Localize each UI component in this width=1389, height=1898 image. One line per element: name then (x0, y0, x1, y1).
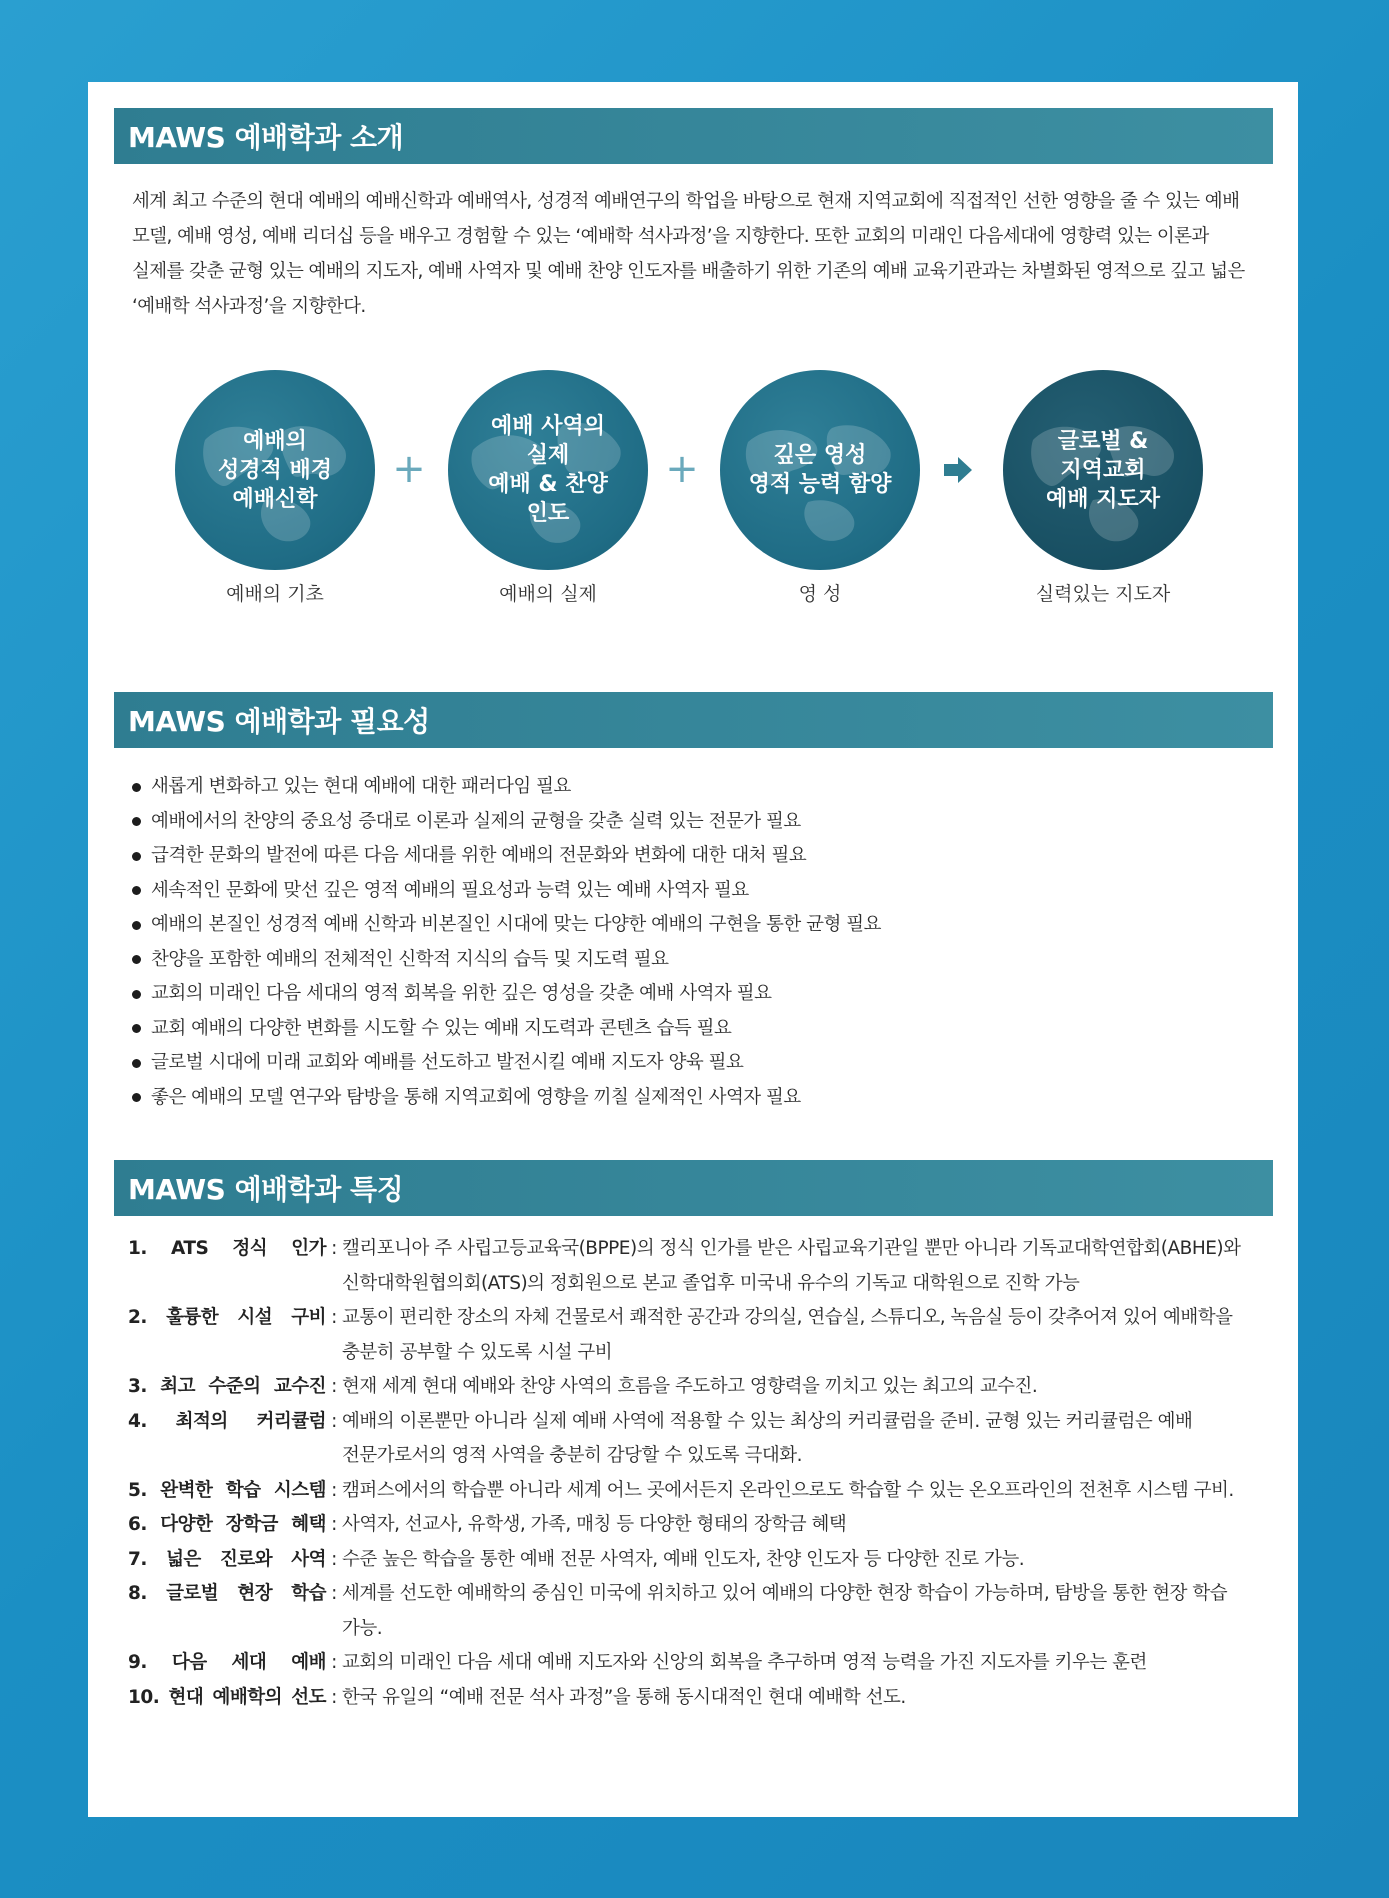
feature-title: 3. 최고 수준의 교수진 (128, 1376, 326, 1397)
feature-colon: : (331, 1652, 337, 1673)
content-page (88, 82, 1298, 1817)
feature-description: 사역자, 선교사, 유학생, 가족, 매칭 등 다양한 형태의 장학금 혜택 (342, 1514, 847, 1535)
list-item (132, 1046, 1272, 1081)
necessity-section-title: MAWS 예배학과 필요성 (114, 692, 1273, 748)
list-item (132, 1012, 1272, 1047)
feature-description: 세계를 선도한 예배학의 중심인 미국에 위치하고 있어 예배의 다양한 현장 학습이 가능하며, 탐방을 통한 현장 학습 가능. (342, 1583, 1228, 1639)
circle-practice (448, 370, 648, 570)
list-item-text: 좋은 예배의 모델 연구와 탐방을 통해 지역교회에 영향을 끼칠 실제적인 사역자 필요 (151, 1086, 801, 1108)
feature-row (128, 1301, 1268, 1370)
list-item (132, 977, 1272, 1012)
feature-row (128, 1646, 1268, 1681)
list-item (132, 1081, 1272, 1116)
features-section-title: MAWS 예배학과 특징 (114, 1160, 1273, 1216)
circle-foundation (175, 370, 375, 570)
feature-colon: : (331, 1479, 337, 1501)
feature-description: 현재 세계 현대 예배와 찬양 사역의 흐름을 주도하고 영향력을 끼치고 있는 최고의 교수진. (342, 1376, 1038, 1397)
feature-description: 교회의 미래인 다음 세대 예배 지도자와 신앙의 회복을 추구하며 영적 능력을 가진 지도자를 키우는 훈련 (342, 1652, 1147, 1673)
list-item-text: 글로벌 시대에 미래 교회와 예배를 선도하고 발전시킬 예배 지도자 양육 필요 (151, 1052, 744, 1073)
bullet-icon (132, 1093, 141, 1102)
list-item (132, 770, 1272, 805)
feature-title: 4. 최적의 커리큘럼 (128, 1410, 326, 1432)
feature-description: 캠퍼스에서의 학습뿐 아니라 세계 어느 곳에서든지 온라인으로도 학습할 수 있는 온오프라인의 전천후 시스템 구비. (342, 1479, 1234, 1501)
circle-foundation-caption: 예배의 기초 (226, 583, 324, 605)
feature-title: 10. 현대 예배학의 선도 (128, 1686, 326, 1708)
feature-description: 한국 유일의 “예배 전문 석사 과정”을 통해 동시대적인 현대 예배학 선도. (342, 1686, 906, 1708)
list-item-text: 예배의 본질인 성경적 예배 신학과 비본질인 시대에 맞는 다양한 예배의 구현을 통한 균형 필요 (151, 914, 882, 935)
feature-row (128, 1474, 1268, 1509)
circle-foundation-text: 예배의 성경적 배경 예배신학 (218, 428, 332, 512)
feature-title: 1. ATS 정식 인가 (128, 1238, 326, 1259)
list-item (132, 908, 1272, 943)
list-item-text: 세속적인 문화에 맞선 깊은 영적 예배의 필요성과 능력 있는 예배 사역자 필요 (151, 879, 749, 901)
necessity-list (132, 770, 1272, 1115)
feature-title: 8. 글로벌 현장 학습 (128, 1583, 326, 1604)
bullet-icon (132, 1024, 141, 1033)
list-item (132, 943, 1272, 978)
arrow-right-icon (942, 454, 974, 486)
circle-practice-text: 예배 사역의 실제 예배 & 찬양 인도 (488, 414, 608, 526)
feature-row (128, 1405, 1268, 1474)
circle-practice-caption: 예배의 실제 (499, 583, 597, 605)
feature-colon: : (331, 1307, 337, 1328)
feature-row (128, 1681, 1268, 1716)
feature-row (128, 1508, 1268, 1543)
plus-icon: + (392, 446, 426, 492)
feature-title: 2. 훌륭한 시설 구비 (128, 1307, 326, 1328)
feature-row (128, 1370, 1268, 1405)
feature-description: 캘리포니아 주 사립고등교육국(BPPE)의 정식 인가를 받은 사립교육기관일 뿐만 아니라 기독교대학연합회(ABHE)와 신학대학원협의회(ATS)의 정회원으로 본교 졸업후 미국내 유수의 기독교 대학원으로 진학 가능 (342, 1238, 1241, 1294)
list-item-text: 예배에서의 찬양의 중요성 증대로 이론과 실제의 균형을 갖춘 실력 있는 전문가 필요 (151, 810, 801, 832)
feature-description: 수준 높은 학습을 통한 예배 전문 사역자, 예배 인도자, 찬양 인도자 등 다양한 진로 가능. (342, 1548, 1025, 1570)
intro-section-title: MAWS 예배학과 소개 (114, 108, 1273, 164)
feature-colon: : (331, 1514, 337, 1535)
list-item (132, 839, 1272, 874)
circle-leader-text: 글로벌 & 지역교회 예배 지도자 (1046, 428, 1160, 512)
feature-colon: : (331, 1376, 337, 1397)
circle-leader (1003, 370, 1203, 570)
feature-description: 예배의 이론뿐만 아니라 실제 예배 사역에 적용할 수 있는 최상의 커리큘럼을 준비. 균형 있는 커리큘럼은 예배 전문가로서의 영적 사역을 충분히 감당할 수 있도록 극대화. (342, 1410, 1193, 1466)
list-item-text: 찬양을 포함한 예배의 전체적인 신학적 지식의 습득 및 지도력 필요 (151, 948, 669, 970)
feature-colon: : (331, 1686, 337, 1708)
bullet-icon (132, 817, 141, 826)
list-item-text: 새롭게 변화하고 있는 현대 예배에 대한 패러다임 필요 (151, 776, 571, 797)
circle-leader-caption: 실력있는 지도자 (1035, 583, 1171, 605)
intro-paragraph: 세계 최고 수준의 현대 예배의 예배신학과 예배역사, 성경적 예배연구의 학업을 바탕으로 현재 지역교회에 직접적인 선한 영향을 줄 수 있는 예배 모델, 예배 영성, 예배 리더십 등을 배우고 경험할 수 있는 ‘예배학 석사과정’을 지향한다. 또한 교회의 미래인 다음세대에 영향력 있는 이론과 실제를 갖춘 균형 있는 예배의 지도자, 예배 사역자 및 예배 찬양 인도자를 배출하기 위한 기존의 예배 교육기관과는 차별화된 영적으로 깊고 넓은 ‘예배학 석사과정’을 지향한다. (132, 191, 1245, 317)
feature-colon: : (331, 1548, 337, 1570)
feature-title: 6. 다양한 장학금 혜택 (128, 1514, 326, 1535)
bullet-icon (132, 921, 141, 930)
plus-icon: + (665, 446, 699, 492)
bullet-icon (132, 852, 141, 861)
list-item-text: 급격한 문화의 발전에 따른 다음 세대를 위한 예배의 전문화와 변화에 대한 대처 필요 (151, 845, 807, 866)
bullet-icon (132, 783, 141, 792)
list-item (132, 874, 1272, 909)
feature-description: 교통이 편리한 장소의 자체 건물로서 쾌적한 공간과 강의실, 연습실, 스튜디오, 녹음실 등이 갖추어져 있어 예배학을 충분히 공부할 수 있도록 시설 구비 (342, 1307, 1233, 1363)
feature-colon: : (331, 1583, 337, 1604)
list-item-text: 교회의 미래인 다음 세대의 영적 회복을 위한 깊은 영성을 갖춘 예배 사역자 필요 (151, 983, 772, 1004)
feature-colon: : (331, 1410, 337, 1432)
circle-spirituality (720, 370, 920, 570)
circle-spirituality-caption: 영 성 (798, 583, 842, 605)
feature-row (128, 1577, 1268, 1646)
list-item (132, 805, 1272, 840)
list-item-text: 교회 예배의 다양한 변화를 시도할 수 있는 예배 지도력과 콘텐츠 습득 필요 (151, 1017, 732, 1039)
feature-colon: : (331, 1238, 337, 1259)
feature-row (128, 1543, 1268, 1578)
feature-title: 7. 넓은 진로와 사역 (128, 1548, 326, 1570)
feature-row (128, 1232, 1268, 1301)
feature-title: 5. 완벽한 학습 시스템 (128, 1479, 326, 1501)
bullet-icon (132, 886, 141, 895)
bullet-icon (132, 1059, 141, 1068)
bullet-icon (132, 955, 141, 964)
feature-title: 9. 다음 세대 예배 (128, 1652, 326, 1673)
circle-spirituality-text: 깊은 영성 영적 능력 함양 (748, 443, 892, 497)
features-list (128, 1232, 1268, 1715)
bullet-icon (132, 990, 141, 999)
